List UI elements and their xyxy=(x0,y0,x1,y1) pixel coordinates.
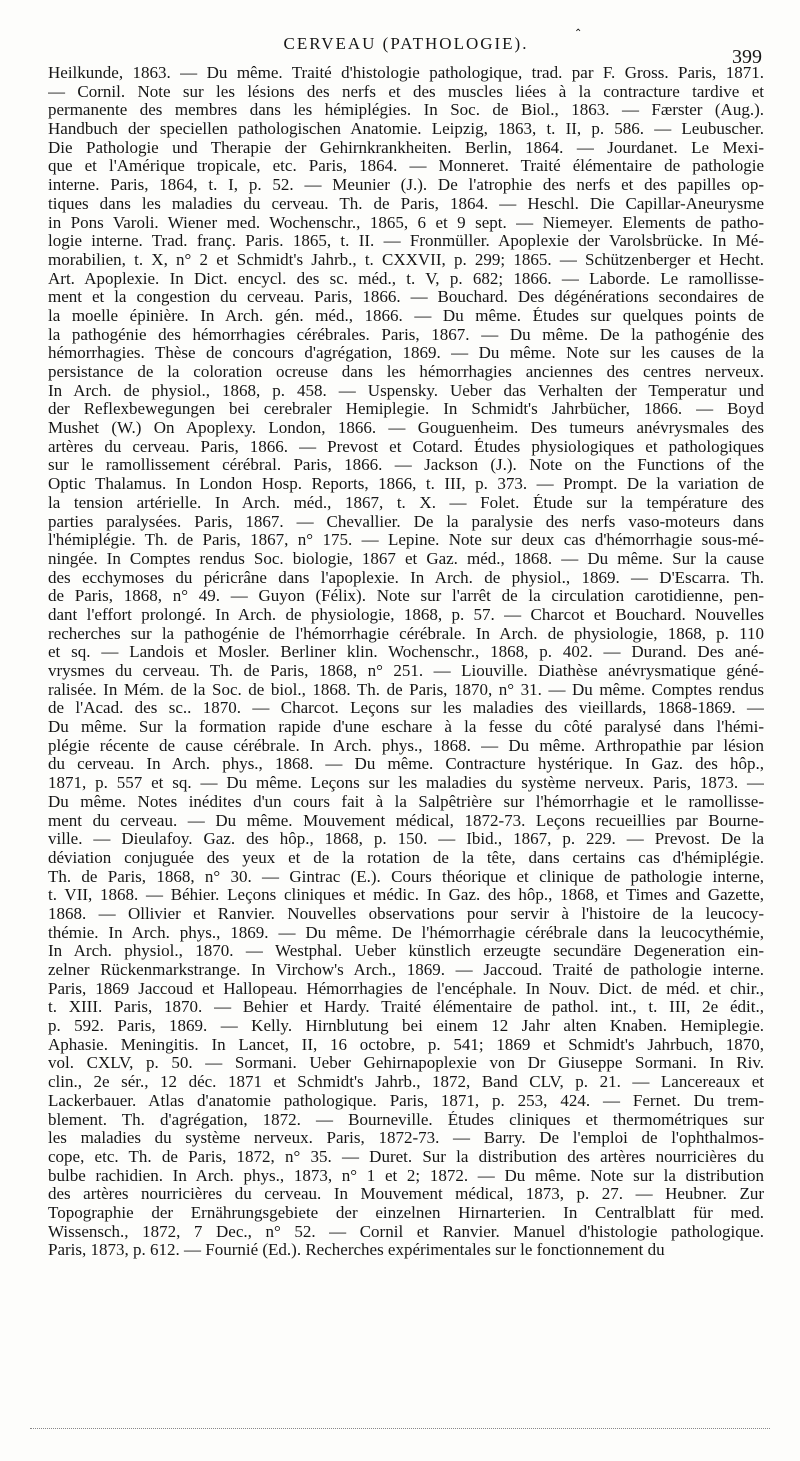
text-line: Aphasie. Meningitis. In Lancet, II, 16 octobre, p. 541; 1869 et Schmidt's Jahrbuch, 1870, xyxy=(48,1035,764,1054)
text-line: interne. Paris, 1864, t. I, p. 52. — Meunier (J.). De l'atrophie des nerfs et des papilles op- xyxy=(48,176,764,195)
text-line: t. VII, 1868. — Béhier. Leçons cliniques et médic. In Gaz. des hôp., 1868, et Times and Gazette, xyxy=(48,886,764,905)
text-line: de Paris, 1868, n° 49. — Guyon (Félix). Note sur l'arrêt de la circulation carotidienne, pen- xyxy=(48,587,764,606)
text-line: la moelle épinière. In Arch. gén. méd., 1866. — Du même. Études sur quelques points de xyxy=(48,306,764,325)
text-line: morabilien, t. X, n° 2 et Schmidt's Jahrb., t. CXXVII, p. 299; 1865. — Schützenberger et Hecht. xyxy=(48,250,764,269)
text-line: Heilkunde, 1863. — Du même. Traité d'histologie pathologique, trad. par F. Gross. Paris, 1871. xyxy=(48,64,764,82)
text-line: des ecchymoses du péricrâne dans l'apoplexie. In Arch. de physiol., 1869. — D'Escarra. Th. xyxy=(48,568,764,587)
text-line: ment du cerveau. — Du même. Mouvement médical, 1872-73. Leçons recueillies par Bourne- xyxy=(48,811,764,830)
printer-mark: ⌃ xyxy=(574,28,583,39)
text-line: p. 592. Paris, 1869. — Kelly. Hirnblutung bei einem 12 Jahr alten Knaben. Hemiplegie. xyxy=(48,1017,764,1036)
text-line: ville. — Dieulafoy. Gaz. des hôp., 1868, p. 150. — Ibid., 1867, p. 229. — Prevost. De la xyxy=(48,830,764,849)
text-line: des artères nourricières du cerveau. In Mouvement médical, 1873, p. 27. — Heubner. Zur xyxy=(48,1185,764,1204)
text-line: 1868. — Ollivier et Ranvier. Nouvelles observations pour servir à l'histoire de la leucocy- xyxy=(48,904,764,923)
text-line: Du même. Notes inédites d'un cours fait à la Salpêtrière sur l'hémorrhagie et le ramollisse- xyxy=(48,792,764,811)
text-line: Paris, 1873, p. 612. — Fournié (Ed.). Recherches expérimentales sur le fonctionnement du xyxy=(48,1241,665,1260)
page-number: 399 xyxy=(732,46,762,68)
text-line: thémie. In Arch. phys., 1869. — Du même. De l'hémorrhagie cérébrale dans la leucocythémie, xyxy=(48,923,764,942)
text-line: artères du cerveau. Paris, 1866. — Prevost et Cotard. Études physiologiques et pathologiques xyxy=(48,437,764,456)
text-line: 1871, p. 557 et sq. — Du même. Leçons sur les maladies du système nerveux. Paris, 1873. — xyxy=(48,774,764,793)
text-line: vrysmes du cerveau. Th. de Paris, 1868, n° 251. — Liouville. Diathèse anévrysmatique géné- xyxy=(48,662,764,680)
text-line: blement. Th. d'agrégation, 1872. — Bourneville. Études cliniques et thermométriques sur xyxy=(48,1110,764,1129)
text-line: in Pons Varoli. Wiener med. Wochenschr., 1865, 6 et 9 sept. — Niemeyer. Elements de patho- xyxy=(48,213,764,232)
text-line: Die Pathologie und Therapie der Gehirnkrankheiten. Berlin, 1864. — Jourdanet. Le Mexi- xyxy=(48,138,764,157)
text-line: In Arch. de physiol., 1868, p. 458. — Uspensky. Ueber das Verhalten der Temperatur und xyxy=(48,381,764,400)
text-line: ralisée. In Mém. de la Soc. de biol., 1868. Th. de Paris, 1870, n° 31. — Du même. Comptes rendus xyxy=(48,680,764,699)
text-line: Topographie der Ernährungsgebiete der einzelnen Hirnarterien. In Centralblatt für med. xyxy=(48,1203,764,1222)
text-line: sur le ramollissement cérébral. Paris, 1866. — Jackson (J.). Note on the Functions of the xyxy=(48,456,764,475)
text-line: parties paralysées. Paris, 1867. — Chevallier. De la paralysie des nerfs vaso-moteurs dans xyxy=(48,512,764,531)
running-head: CERVEAU (PATHOLOGIE). xyxy=(283,34,529,53)
text-line: Optic Thalamus. In London Hosp. Reports, 1866, t. III, p. 373. — Prompt. De la variation de xyxy=(48,475,764,494)
text-line: la pathogénie des hémorrhagies cérébrales. Paris, 1867. — Du même. De la pathogénie des xyxy=(48,325,764,344)
footer-rule xyxy=(30,1428,770,1429)
text-line: Mushet (W.) On Apoplexy. London, 1866. — Gouguenheim. Des tumeurs anévrysmales des xyxy=(48,419,764,438)
text-line: dant l'effort prolongé. In Arch. de physiologie, 1868, p. 57. — Charcot et Bouchard. Nouvelles xyxy=(48,605,764,624)
text-line: logie interne. Trad. franç. Paris. 1865, t. II. — Fronmüller. Apoplexie der Varolsbrücke. In Mé- xyxy=(48,232,764,251)
text-line: Wissensch., 1872, 7 Dec., n° 52. — Cornil et Ranvier. Manuel d'histologie pathologique. xyxy=(48,1222,764,1241)
text-line: der Reflexbewegungen bei cerebraler Hemiplegie. In Schmidt's Jahrbücher, 1866. — Boyd xyxy=(48,400,764,419)
text-line: Du même. Sur la formation rapide d'une eschare à la fesse du côté paralysé dans l'hémi- xyxy=(48,718,764,737)
text-line: la tension artérielle. In Arch. méd., 1867, t. X. — Folet. Étude sur la température des xyxy=(48,493,764,512)
text-line: permanente des membres dans les hémiplégies. In Soc. de Biol., 1863. — Færster (Aug.). xyxy=(48,101,764,120)
text-line: du cerveau. In Arch. phys., 1868. — Du même. Contracture hystérique. In Gaz. des hôp., xyxy=(48,755,764,774)
text-line: les maladies du système nerveux. Paris, 1872-73. — Barry. De l'emploi de l'ophthalmos- xyxy=(48,1129,764,1148)
text-line: déviation conjuguée des yeux et de la rotation de la tête, dans certains cas d'hémiplégie. xyxy=(48,848,764,867)
text-line: — Cornil. Note sur les lésions des nerfs et des muscles liées à la contracture tardive et xyxy=(48,82,764,101)
text-line: recherches sur la pathogénie de l'hémorrhagie cérébrale. In Arch. de physiologie, 1868, p. 110 xyxy=(48,624,764,643)
text-line: ment et la congestion du cerveau. Paris, 1866. — Bouchard. Des dégénérations secondaires de xyxy=(48,288,764,307)
text-line: Lackerbauer. Atlas d'anatomie pathologique. Paris, 1871, p. 253, 424. — Fernet. Du trem- xyxy=(48,1091,764,1110)
text-line: hémorrhagies. Thèse de concours d'agrégation, 1869. — Du même. Note sur les causes de la xyxy=(48,344,764,363)
text-line: clin., 2e sér., 12 déc. 1871 et Schmidt's Jahrb., 1872, Band CLV, p. 21. — Lancereaux et xyxy=(48,1073,764,1092)
page-header xyxy=(50,12,762,68)
text-line: Paris, 1869 Jaccoud et Hallopeau. Hémorrhagies de l'encéphale. In Nouv. Dict. de méd. et chir., xyxy=(48,979,764,998)
bibliography-text xyxy=(48,64,764,1274)
text-line: de l'Acad. des sc.. 1870. — Charcot. Leçons sur les maladies des vieillards, 1868-1869. — xyxy=(48,699,764,718)
text-line: Th. de Paris, 1868, n° 30. — Gintrac (E.). Cours théorique et clinique de pathologie interne, xyxy=(48,867,764,886)
text-line: bulbe rachidien. In Arch. phys., 1873, n° 1 et 2; 1872. — Du même. Note sur la distribution xyxy=(48,1166,764,1185)
text-line: l'hémiplégie. Th. de Paris, 1867, n° 175. — Lepine. Note sur deux cas d'hémorrhagie sous-mé- xyxy=(48,531,764,550)
text-line: ningée. In Comptes rendus Soc. biologie, 1867 et Gaz. méd., 1868. — Du même. Sur la cause xyxy=(48,549,764,568)
text-line: vol. CXLV, p. 50. — Sormani. Ueber Gehirnapoplexie von Dr Giuseppe Sormani. In Riv. xyxy=(48,1054,764,1073)
text-line: que et l'Amérique tropicale, etc. Paris, 1864. — Monneret. Traité élémentaire de pathologie xyxy=(48,157,764,176)
text-line: In Arch. physiol., 1870. — Westphal. Ueber künstlich erzeugte secundäre Degeneration ein- xyxy=(48,942,764,961)
text-line: Handbuch der speciellen pathologischen Anatomie. Leipzig, 1863, t. II, p. 586. — Leubuscher. xyxy=(48,120,764,139)
text-line: plégie récente de cause cérébrale. In Arch. phys., 1868. — Du même. Arthropathie par lésion xyxy=(48,736,764,755)
text-line: tiques dans les maladies du cerveau. Th. de Paris, 1864. — Heschl. Die Capillar-Aneurysme xyxy=(48,194,764,213)
text-line: Art. Apoplexie. In Dict. encycl. des sc. méd., t. V, p. 682; 1866. — Laborde. Le ramollisse- xyxy=(48,269,764,288)
text-line: zelner Rückenmarkstrange. In Virchow's Arch., 1869. — Jaccoud. Traité de pathologie interne. xyxy=(48,961,764,979)
text-line: et sq. — Landois et Mosler. Berliner klin. Wochenschr., 1868, p. 402. — Durand. Des ané- xyxy=(48,643,764,662)
text-line: t. XIII. Paris, 1870. — Behier et Hardy. Traité élémentaire de pathol. int., t. III, 2e édit., xyxy=(48,998,764,1017)
text-line: persistance de la coloration ocreuse dans les hémorrhagies anciennes des centres nerveux. xyxy=(48,363,764,381)
text-line: cope, etc. Th. de Paris, 1872, n° 35. — Duret. Sur la distribution des artères nourricières du xyxy=(48,1147,764,1166)
